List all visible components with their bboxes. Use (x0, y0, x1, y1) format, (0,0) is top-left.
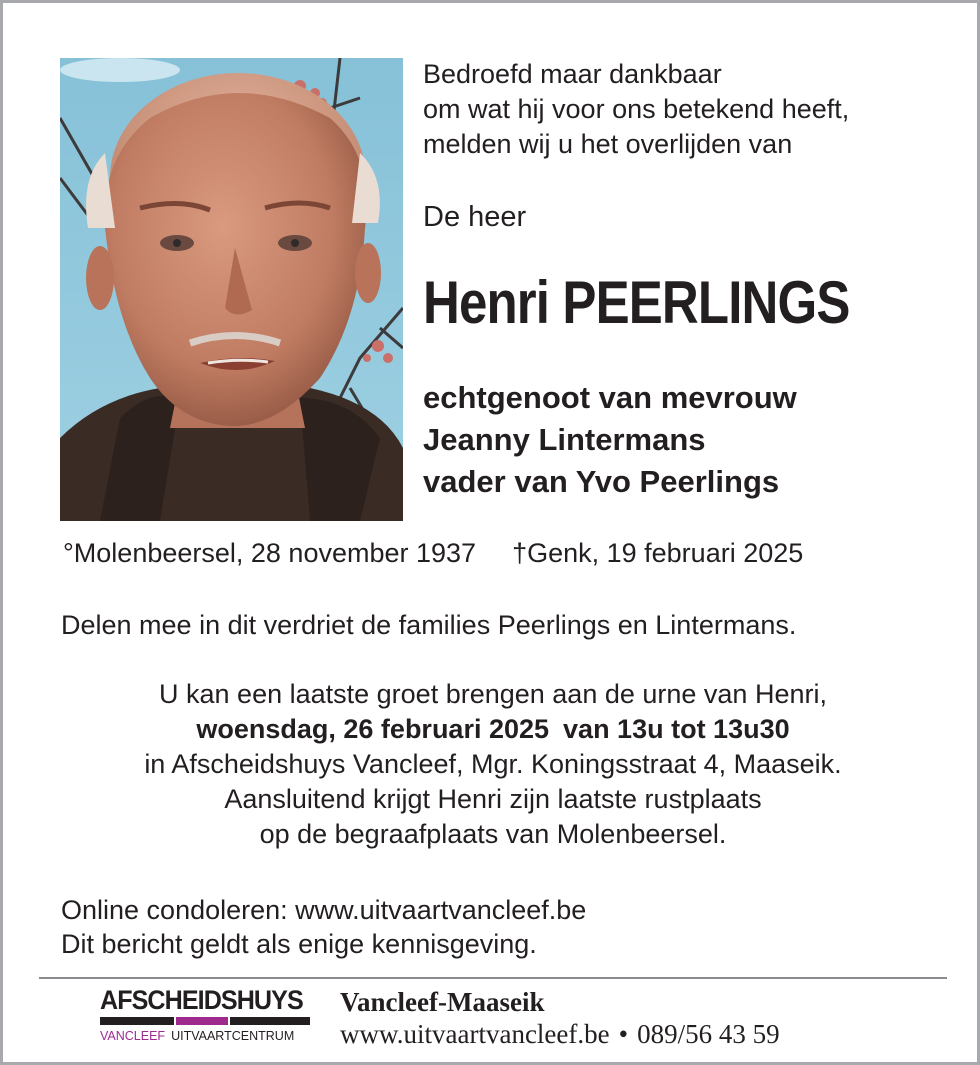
funeral-home-name: Vancleef-Maaseik (340, 987, 545, 1017)
divider (39, 977, 947, 979)
death-date: †Genk, 19 februari 2025 (512, 538, 804, 568)
ceremony-line: in Afscheidshuys Vancleef, Mgr. Koningsstraat 4, Maaseik. (144, 749, 842, 779)
intro-line: om wat hij voor ons betekend heeft, (423, 94, 850, 124)
salutation: De heer (423, 201, 527, 233)
birth-date: °Molenbeersel, 28 november 1937 (63, 538, 477, 568)
logo-subtitle (100, 1029, 310, 1043)
funeral-home-logo (100, 985, 310, 1043)
deceased-name: Henri PEERLINGS (423, 269, 850, 336)
ceremony-line: U kan een laatste groet brengen aan de urne van Henri, (159, 679, 827, 709)
website-link[interactable]: www.uitvaartvancleef.be (340, 1019, 610, 1049)
bullet-separator: • (618, 1019, 629, 1049)
logo-left-text: VANCLEEF (100, 1029, 166, 1043)
ceremony-line: op de begraafplaats van Molenbeersel. (259, 819, 727, 849)
logo-right-text: UITVAARTCENTRUM (171, 1029, 295, 1043)
intro-line: melden wij u het overlijden van (423, 129, 793, 159)
portrait-photo (60, 58, 403, 521)
ceremony-time: van 13u tot 13u30 (563, 714, 790, 744)
notice-line: Dit bericht geldt als enige kennisgeving. (61, 929, 537, 959)
relation-line: Jeanny Lintermans (423, 422, 706, 457)
families-text: Delen mee in dit verdriet de families Peerlings en Lintermans. (61, 610, 797, 640)
condolences-line: Online condoleren: www.uitvaartvancleef.be (61, 895, 587, 925)
relation-line: echtgenoot van mevrouw (423, 380, 797, 415)
ceremony-info (3, 677, 980, 852)
intro-text (423, 57, 849, 162)
phone-number: 089/56 43 59 (637, 1019, 780, 1049)
logo-title: AFSCHEIDSHUYS (100, 985, 303, 1015)
ceremony-datetime (3, 712, 980, 747)
life-dates (63, 535, 803, 571)
relations (423, 377, 797, 503)
ceremony-line: Aansluitend krijgt Henri zijn laatste rustplaats (224, 784, 762, 814)
online-info (61, 893, 586, 961)
funeral-home-contact (340, 986, 780, 1050)
ceremony-date: woensdag, 26 februari 2025 (196, 714, 550, 744)
relation-line: vader van Yvo Peerlings (423, 464, 780, 499)
intro-line: Bedroefd maar dankbaar (423, 59, 722, 89)
portrait-illustration (60, 58, 403, 521)
logo-bar (100, 1017, 310, 1025)
